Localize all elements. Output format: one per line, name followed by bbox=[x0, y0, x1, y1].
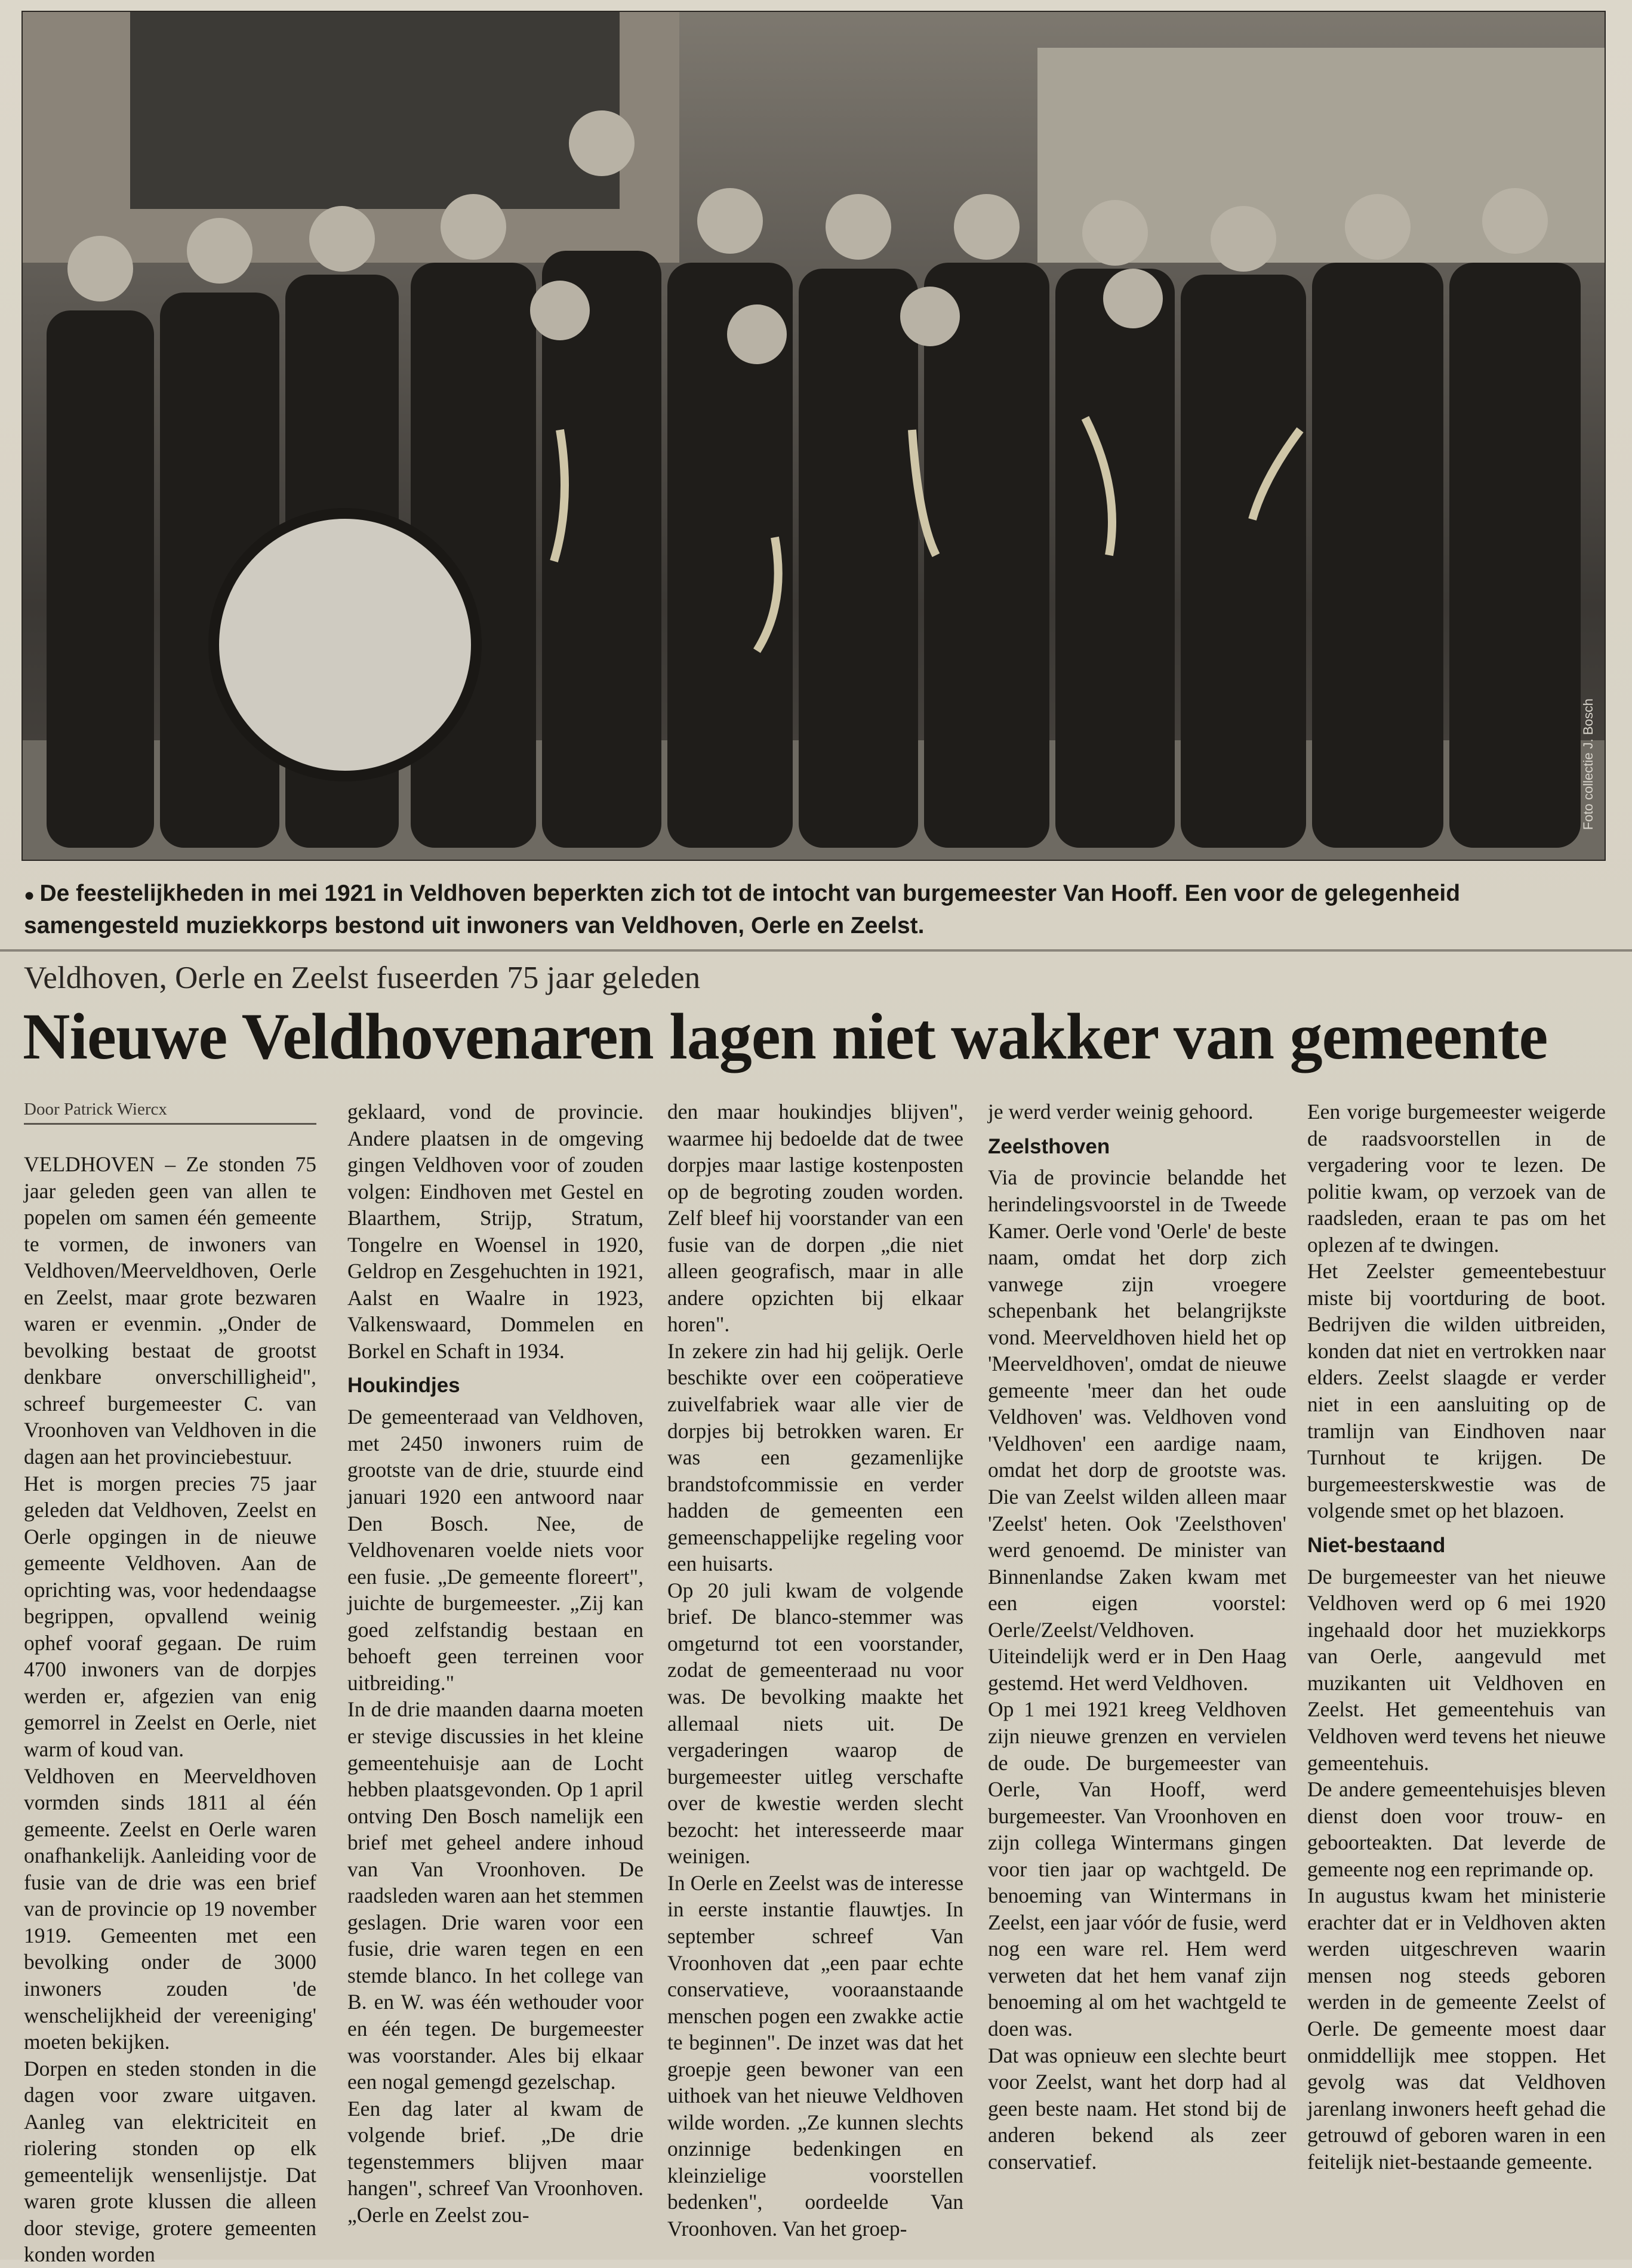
divider bbox=[0, 949, 1632, 952]
paragraph: Dorpen en steden stonden in die dagen voor zware uitgaven. Aanleg van elektriciteit en riolering stonden op elk gemeentelijk wensenlijstje. Dat waren grote klussen die alleen door stevige, grotere gemeenten konden worden bbox=[24, 2056, 316, 2267]
paragraph: Dat was opnieuw een slechte beurt voor Zeelst, want het dorp had al geen beste naam. Het stond bij de anderen bekend als zeer conservatief. bbox=[988, 2043, 1286, 2174]
paragraph: VELDHOVEN – Ze stonden 75 jaar geleden geen van allen te popelen om samen één gemeente te vormen, de inwoners van Veldhoven/Meerveldhoven, Oerle en Zeelst, maar grote bezwaren waren er evenmin. „Onder de bevolking bestaat de grootst denkbare onverschilligheid", schreef burgemeester C. van Vroonhoven van Veldhoven in die dagen aan het provinciebestuur. bbox=[24, 1152, 316, 1469]
paragraph: In de drie maanden daarna moeten er stevige discussies in het kleine gemeentehuisje aan de Locht hebben plaatsgevonden. Op 1 april ontving Den Bosch namelijk een brief met geheel andere inhoud van Van Vroonhoven. De raadsleden waren aan het stemmen geslagen. Drie waren voor een fusie, drie waren tegen en een stemde blanco. In het college van B. en W. was één wethouder voor en één tegen. De burgemeester was voorstander. Ales bij elkaar een nogal gemengd gezelschap. bbox=[347, 1697, 643, 2094]
photo-caption bbox=[24, 878, 1606, 942]
article-byline: Door Patrick Wiercx bbox=[24, 1100, 316, 1125]
article-column-1 bbox=[24, 1151, 316, 2268]
article-headline: Nieuwe Veldhovenaren lagen niet wakker van gemeente bbox=[23, 1000, 1548, 1073]
paragraph: De burgemeester van het nieuwe Veldhoven werd op 6 mei 1920 ingehaald door het muziekkorps van Oerle, aangevuld met muzikanten uit Veldhoven en Zeelst. Het gemeentehuis van Veldhoven werd tevens het nieuwe gemeentehuis. bbox=[1307, 1564, 1606, 1775]
article-column-2 bbox=[347, 1098, 643, 2228]
paragraph: De gemeenteraad van Veldhoven, met 2450 inwoners ruim de grootste van de drie, stuurde eind januari 1920 een antwoord naar Den Bosch. Nee, de Veldhovenaren voelde niets voor een fusie. „De gemeente floreert", juichte de burgemeester. „Zij kan goed zelfstandig bestaan en behoeft geen terreinen voor uitbreiding." bbox=[347, 1405, 643, 1695]
subheading: Houkindjes bbox=[347, 1374, 460, 1398]
paragraph: Het Zeelster gemeentebestuur miste bij voortduring de boot. Bedrijven die wilden uitbreiden, konden dat niet en vertrokken naar elders. Zeelst slaagde er verder niet in een aansluiting op de tramlijn van Eindhoven naar Turnhout te krijgen. De burgemeesterskwestie was de volgende smet op het blazoen. bbox=[1307, 1259, 1606, 1523]
paragraph: Veldhoven en Meerveldhoven vormden sinds 1811 al één gemeente. Zeelst en Oerle waren onafhankelijk. Aanleiding voor de fusie van de drie was een brief van de provincie op 19 november 1919. Gemeenten met een bevolking onder de 3000 inwoners zouden 'de wenschelijkheid der vereeniging' moeten bekijken. bbox=[24, 1764, 316, 2054]
article-column-3 bbox=[667, 1098, 963, 2242]
paragraph: Een dag later al kwam de volgende brief. „De drie tegenstemmers blijven maar hangen", schreef Van Vroonhoven. „Oerle en Zeelst zou- bbox=[347, 2096, 643, 2227]
paragraph: In zekere zin had hij gelijk. Oerle beschikte over een coöperatieve zuivelfabriek waar alle vier de dorpjes bij betrokken waren. Er was een gezamenlijke brandstofcommissie en verder hadden de gemeenten een gemeenschappelijke regeling voor een huisarts. bbox=[667, 1338, 963, 1576]
article-kicker: Veldhoven, Oerle en Zeelst fuseerden 75 jaar geleden bbox=[24, 961, 701, 995]
paragraph: geklaard, vond de provincie. Andere plaatsen in de omgeving gingen Veldhoven voor of zouden volgen: Eindhoven met Gestel en Blaarthem, Strijp, Stratum, Tongelre en Woensel in 1920, Geldrop en Zesgehuchten in 1921, Aalst en Waalre in 1923, Valkenswaard, Dommelen en Borkel en Schaft in 1934. bbox=[347, 1100, 643, 1363]
paragraph: In Oerle en Zeelst was de interesse in eerste instantie flauwtjes. In september schreef Van Vroonhoven dat „een paar echte conservatieve, vooraanstaande menschen pogen een zwakke actie te beginnen". De inzet was dat het groepje geen bewoner van een uithoek van het nieuwe Veldhoven wilde worden. „Ze kunnen slechts onzinnige bedenkingen en kleinzielige voorstellen bedenken", oordeelde Van Vroonhoven. Van het groep- bbox=[667, 1870, 963, 2241]
bullet-icon: ● bbox=[24, 885, 40, 905]
subheading: Niet-bestaand bbox=[1307, 1533, 1446, 1557]
subheading: Zeelsthoven bbox=[988, 1134, 1110, 1158]
paragraph: den maar houkindjes blijven", waarmee hij bedoelde dat de twee dorpjes maar lastige kostenposten op de begroting zouden worden. Zelf bleef hij voorstander van een fusie van de dorpen „die niet alleen geografisch, maar in alle andere opzichten bij elkaar horen". bbox=[667, 1100, 963, 1337]
paragraph: Via de provincie belandde het herindelingsvoorstel in de Tweede Kamer. Oerle vond 'Oerle' de beste naam, omdat het dorp zich vanwege zijn vroegere schepenbank het belangrijkste vond. Meerveldhoven hield het op 'Meerveldhoven', omdat de nieuwe gemeente 'meer dan het oude Veldhoven' was. Veldhoven vond 'Veldhoven' een aardige naam, omdat het dorp de grootste was. Die van Zeelst wilden alleen maar 'Zeelst' heten. Ook 'Zeelsthoven' werd genoemd. De minister van Binnenlandse Zaken kwam met een eigen voorstel: Oerle/Zeelst/Veldhoven. Uiteindelijk werd er in Den Haag gestemd. Het werd Veldhoven. bbox=[988, 1165, 1286, 1695]
paragraph: je werd verder weinig gehoord. bbox=[988, 1100, 1254, 1124]
article-column-4 bbox=[988, 1098, 1286, 2175]
paragraph: Op 1 mei 1921 kreeg Veldhoven zijn nieuwe grenzen en vervielen de oude. De burgemeester van Oerle, Van Hooff, werd burgemeester. Van Vroonhoven en zijn collega Wintermans gingen voor tien jaar op wachtgeld. De benoeming van Wintermans in Zeelst, een jaar vóór de fusie, werd nog een ware rel. Hem werd verweten dat het hem vanaf zijn benoeming al om het wachtgeld te doen was. bbox=[988, 1697, 1286, 2041]
paragraph: Een vorige burgemeester weigerde de raadsvoorstellen in de vergadering voor te lezen. De politie kwam, op verzoek van de raadsleden, eraan te pas om het oplezen af te dwingen. bbox=[1307, 1100, 1606, 1257]
paragraph: In augustus kwam het ministerie erachter dat er in Veldhoven akten werden uitgeschreven waarin mensen nog steeds geboren werden in de gemeente Zeelst of Oerle. De gemeente moest daar onmiddellijk mee stoppen. Het gevolg was dat Veldhoven jarenlang inwoners heeft gehad die getrouwd of geboren waren in een feitelijk niet-bestaande gemeente. bbox=[1307, 1884, 1606, 2174]
paragraph: Het is morgen precies 75 jaar geleden dat Veldhoven, Zeelst en Oerle opgingen in de nieuwe gemeente Veldhoven. Aan de oprichting was, voor hedendaagse begrippen, opvallend weinig ophef vooraf gegaan. De ruim 4700 inwoners van de dorpjes werden er, afgezien van enig gemorrel in Zeelst en Oerle, niet warm of koud van. bbox=[24, 1471, 316, 1762]
band-photo bbox=[21, 11, 1606, 861]
paragraph: De andere gemeentehuisjes bleven dienst doen voor trouw- en geboorteakten. Dat leverde de gemeente nog een reprimande op. bbox=[1307, 1777, 1606, 1881]
paragraph: Op 20 juli kwam de volgende brief. De blanco-stemmer was omgeturnd tot een voorstander, zodat de gemeenteraad nu voor was. De bevolking maakte het allemaal niets uit. De vergaderingen waarop de burgemeester uitleg verschafte over de kwestie werden slecht bezocht: het interesseerde maar weinigen. bbox=[667, 1578, 963, 1869]
photo-caption-text: De feestelijkheden in mei 1921 in Veldhoven beperkten zich tot de intocht van burgemeester Van Hooff. Een voor de gelegenheid samengesteld muziekkorps bestond uit inwoners van Veldhoven, Oerle en Zeelst. bbox=[24, 881, 1461, 938]
photo-credit: Foto collectie J. Bosch bbox=[1581, 698, 1596, 830]
band-photo-illustration bbox=[23, 12, 1605, 860]
article-column-5 bbox=[1307, 1098, 1606, 2175]
